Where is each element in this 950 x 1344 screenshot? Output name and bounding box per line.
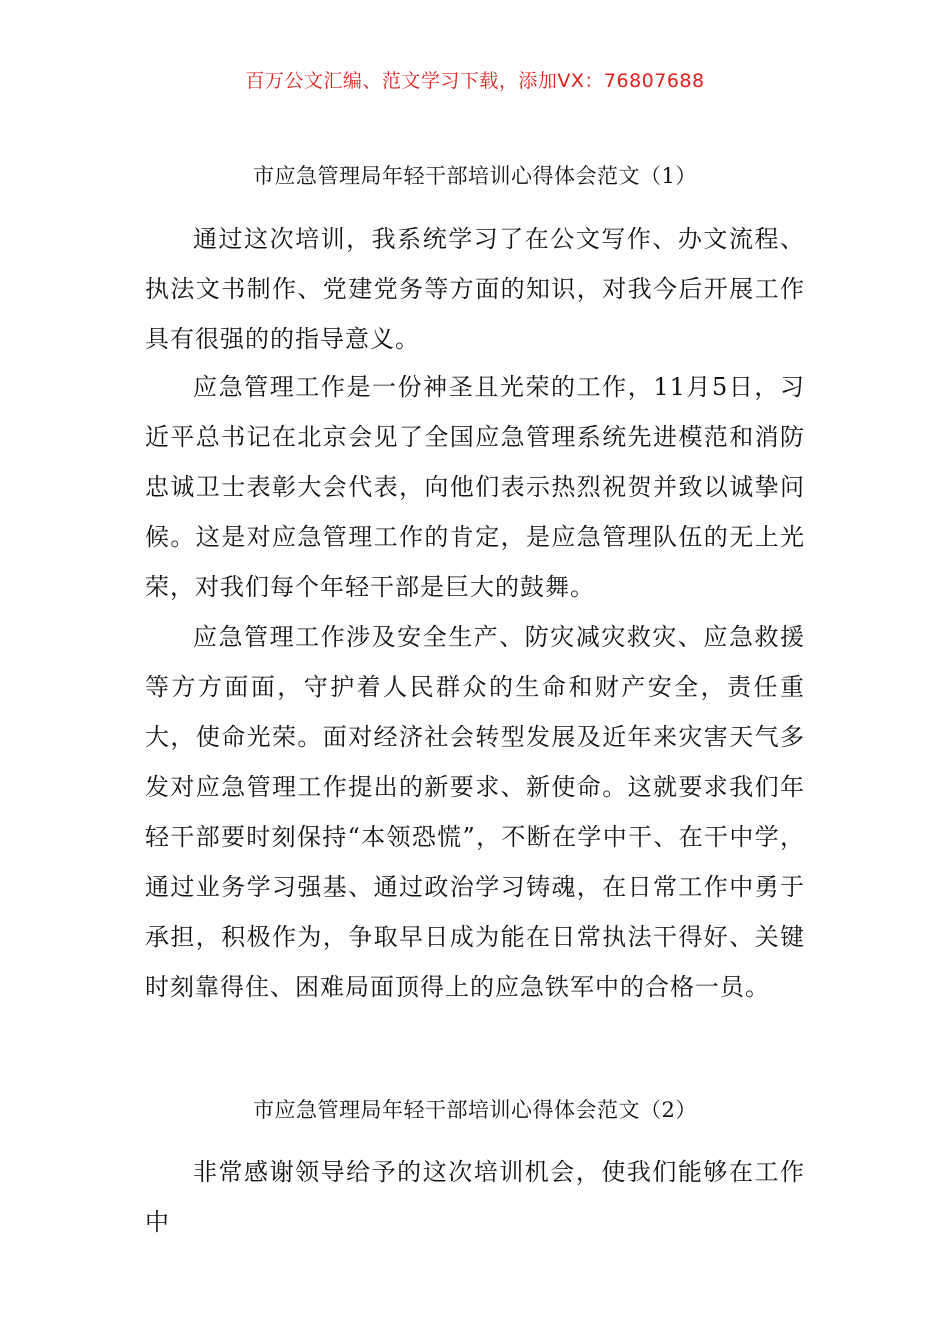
- section-1-title: 市应急管理局年轻干部培训心得体会范文（1）: [253, 164, 697, 188]
- section-1-paragraph-1: 通过这次培训，我系统学习了在公文写作、办文流程、执法文书制作、党建党务等方面的知识，对我今后开展工作具有很强的的指导意义。: [145, 225, 805, 353]
- watermark-banner: 百万公文汇编、范文学习下载，添加VX：76807688: [245, 70, 705, 92]
- section-1-paragraph-2: 应急管理工作是一份神圣且光荣的工作，11月5日，习近平总书记在北京会见了全国应急管理系统先进模范和消防忠诚卫士表彰大会代表，向他们表示热烈祝贺并致以诚挚问候。这是对应急管理工作的肯定，是应急管理队伍的无上光荣，对我们每个年轻干部是巨大的鼓舞。: [145, 373, 805, 601]
- section-2-title: 市应急管理局年轻干部培训心得体会范文（2）: [253, 1098, 697, 1122]
- section-2-paragraph-1: 非常感谢领导给予的这次培训机会，使我们能够在工作中: [145, 1158, 805, 1236]
- section-1-paragraph-3: 应急管理工作涉及安全生产、防灾减灾救灾、应急救援等方方面面，守护着人民群众的生命和财产安全，责任重大，使命光荣。面对经济社会转型发展及近年来灾害天气多发对应急管理工作提出的新要求、新使命。这就要求我们年轻干部要时刻保持“本领恐慌”，不断在学中干、在干中学，通过业务学习强基、通过政治学习铸魂，在日常工作中勇于承担，积极作为，争取早日成为能在日常执法干得好、关键时刻靠得住、困难局面顶得上的应急铁军中的合格一员。: [145, 623, 805, 1001]
